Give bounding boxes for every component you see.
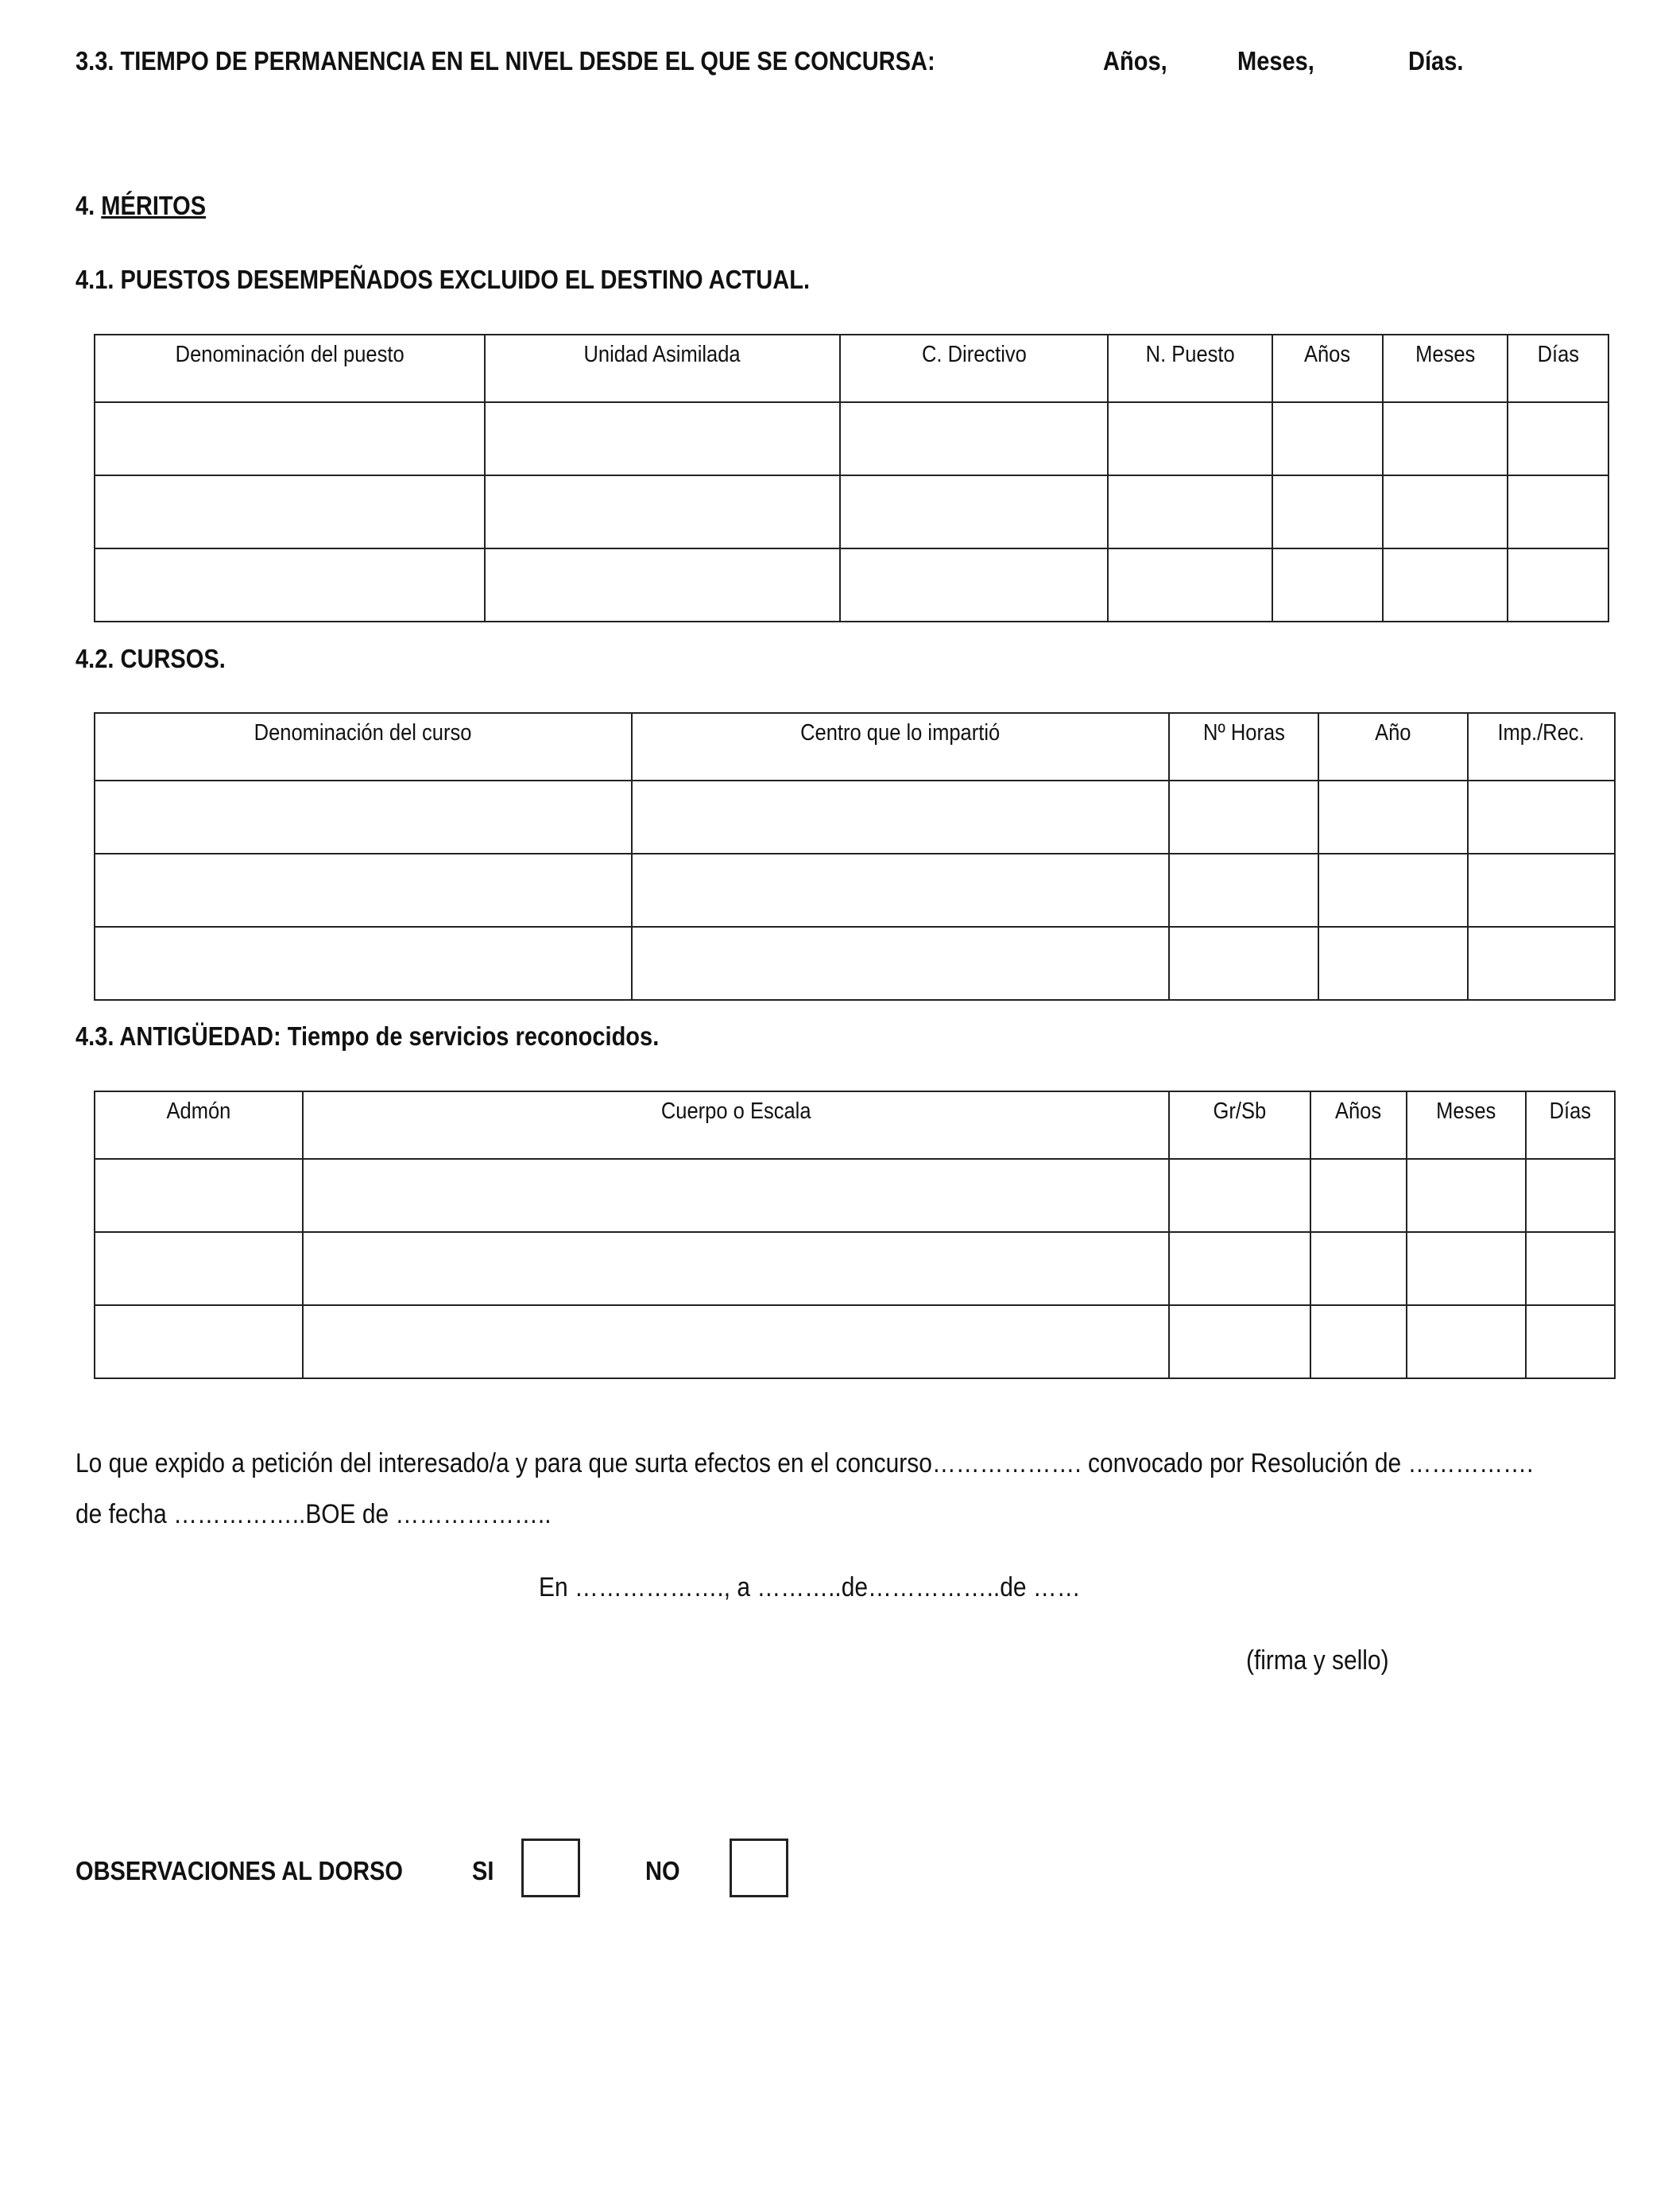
table-cell[interactable] bbox=[840, 402, 1108, 475]
closing-line-2: de fecha ……………..BOE de ……………….. bbox=[75, 1499, 552, 1529]
table-cell[interactable] bbox=[95, 1159, 303, 1232]
table-cell[interactable] bbox=[95, 1305, 303, 1378]
no-label: NO bbox=[645, 1856, 680, 1885]
closing-line-1: Lo que expido a petición del interesado/a y para que surta efectos en el concurso………………. convocado por Resolución de ……………. bbox=[75, 1448, 1534, 1478]
positions-header-row bbox=[95, 335, 1608, 402]
months-label: Meses, bbox=[1237, 46, 1314, 76]
table-cell[interactable] bbox=[1169, 781, 1318, 854]
section-4-2-title: 4.2. CURSOS. bbox=[75, 644, 226, 673]
courses-header-cell: Nº Horas bbox=[1169, 713, 1318, 781]
table-cell[interactable] bbox=[1383, 475, 1508, 548]
table-cell[interactable] bbox=[1526, 1232, 1615, 1305]
table-cell[interactable] bbox=[303, 1159, 1169, 1232]
courses-header-cell: Centro que lo impartió bbox=[632, 713, 1169, 781]
positions-header-cell: Meses bbox=[1383, 335, 1508, 402]
positions-header-cell: Unidad Asimilada bbox=[485, 335, 840, 402]
table-cell[interactable] bbox=[632, 927, 1169, 1000]
section-4-1-title: 4.1. PUESTOS DESEMPEÑADOS EXCLUIDO EL DESTINO ACTUAL. bbox=[75, 265, 811, 294]
table-cell[interactable] bbox=[1108, 402, 1272, 475]
courses-header-cell: Año bbox=[1318, 713, 1468, 781]
seniority-header-cell: Gr/Sb bbox=[1169, 1091, 1310, 1159]
positions-header-cell: Días bbox=[1508, 335, 1608, 402]
table-cell[interactable] bbox=[95, 927, 632, 1000]
table-row bbox=[95, 1159, 1615, 1232]
table-cell[interactable] bbox=[95, 402, 485, 475]
yes-checkbox[interactable] bbox=[521, 1839, 580, 1897]
table-cell[interactable] bbox=[1272, 402, 1383, 475]
table-cell[interactable] bbox=[1272, 548, 1383, 622]
section-4-title: MÉRITOS bbox=[101, 191, 207, 220]
table-cell[interactable] bbox=[485, 548, 840, 622]
table-row bbox=[95, 1232, 1615, 1305]
table-cell[interactable] bbox=[95, 475, 485, 548]
table-cell[interactable] bbox=[1169, 1159, 1310, 1232]
table-cell[interactable] bbox=[1169, 1232, 1310, 1305]
table-cell[interactable] bbox=[1318, 927, 1468, 1000]
table-cell[interactable] bbox=[95, 1232, 303, 1305]
seniority-header-cell: Cuerpo o Escala bbox=[303, 1091, 1169, 1159]
positions-header-cell: C. Directivo bbox=[840, 335, 1108, 402]
table-cell[interactable] bbox=[1318, 781, 1468, 854]
positions-header-cell: Años bbox=[1272, 335, 1383, 402]
table-row bbox=[95, 475, 1608, 548]
seniority-header-cell: Admón bbox=[95, 1091, 303, 1159]
table-cell[interactable] bbox=[1108, 548, 1272, 622]
table-cell[interactable] bbox=[1169, 927, 1318, 1000]
table-cell[interactable] bbox=[840, 548, 1108, 622]
table-cell[interactable] bbox=[485, 402, 840, 475]
yes-label: SI bbox=[472, 1856, 494, 1885]
table-cell[interactable] bbox=[1383, 548, 1508, 622]
table-cell[interactable] bbox=[95, 548, 485, 622]
table-cell[interactable] bbox=[1407, 1232, 1526, 1305]
table-cell[interactable] bbox=[1272, 475, 1383, 548]
courses-table bbox=[94, 712, 1616, 1001]
observations-label: OBSERVACIONES AL DORSO bbox=[75, 1856, 404, 1885]
courses-header-row bbox=[95, 713, 1615, 781]
table-cell[interactable] bbox=[303, 1232, 1169, 1305]
table-cell[interactable] bbox=[1310, 1305, 1407, 1378]
table-cell[interactable] bbox=[1508, 475, 1608, 548]
table-cell[interactable] bbox=[632, 781, 1169, 854]
table-row bbox=[95, 854, 1615, 927]
table-cell[interactable] bbox=[1468, 927, 1615, 1000]
table-cell[interactable] bbox=[1169, 854, 1318, 927]
seniority-table bbox=[94, 1091, 1616, 1379]
table-cell[interactable] bbox=[95, 781, 632, 854]
table-row bbox=[95, 548, 1608, 622]
table-cell[interactable] bbox=[303, 1305, 1169, 1378]
table-cell[interactable] bbox=[1468, 854, 1615, 927]
table-cell[interactable] bbox=[1108, 475, 1272, 548]
table-cell[interactable] bbox=[1508, 402, 1608, 475]
seniority-header-cell: Años bbox=[1310, 1091, 1407, 1159]
place-date-line: En ………………., a ………..de……………..de …… bbox=[539, 1572, 1081, 1602]
no-checkbox[interactable] bbox=[730, 1839, 788, 1897]
table-cell[interactable] bbox=[95, 854, 632, 927]
seniority-header-cell: Días bbox=[1526, 1091, 1615, 1159]
years-label: Años, bbox=[1103, 46, 1167, 76]
section-3-3-label: 3.3. TIEMPO DE PERMANENCIA EN EL NIVEL DESDE EL QUE SE CONCURSA: bbox=[75, 46, 935, 76]
table-row bbox=[95, 927, 1615, 1000]
table-cell[interactable] bbox=[1526, 1159, 1615, 1232]
table-cell[interactable] bbox=[1526, 1305, 1615, 1378]
positions-header-cell: Denominación del puesto bbox=[95, 335, 485, 402]
table-cell[interactable] bbox=[840, 475, 1108, 548]
table-cell[interactable] bbox=[1407, 1305, 1526, 1378]
positions-table bbox=[94, 334, 1609, 622]
table-cell[interactable] bbox=[1169, 1305, 1310, 1378]
positions-header-cell: N. Puesto bbox=[1108, 335, 1272, 402]
table-row bbox=[95, 402, 1608, 475]
seniority-header-row bbox=[95, 1091, 1615, 1159]
courses-header-cell: Denominación del curso bbox=[95, 713, 632, 781]
table-cell[interactable] bbox=[1468, 781, 1615, 854]
table-cell[interactable] bbox=[1310, 1159, 1407, 1232]
courses-header-cell: Imp./Rec. bbox=[1468, 713, 1615, 781]
table-cell[interactable] bbox=[1407, 1159, 1526, 1232]
table-cell[interactable] bbox=[1310, 1232, 1407, 1305]
table-cell[interactable] bbox=[1508, 548, 1608, 622]
table-row bbox=[95, 781, 1615, 854]
days-label: Días. bbox=[1408, 46, 1464, 76]
section-4-heading bbox=[75, 191, 223, 221]
table-row bbox=[95, 1305, 1615, 1378]
table-cell[interactable] bbox=[1383, 402, 1508, 475]
section-4-number: 4. bbox=[75, 191, 95, 220]
signature-label: (firma y sello) bbox=[1246, 1645, 1389, 1676]
table-cell[interactable] bbox=[485, 475, 840, 548]
seniority-header-cell: Meses bbox=[1407, 1091, 1526, 1159]
table-cell[interactable] bbox=[1318, 854, 1468, 927]
section-4-3-title: 4.3. ANTIGÜEDAD: Tiempo de servicios reconocidos. bbox=[75, 1021, 660, 1051]
table-cell[interactable] bbox=[632, 854, 1169, 927]
